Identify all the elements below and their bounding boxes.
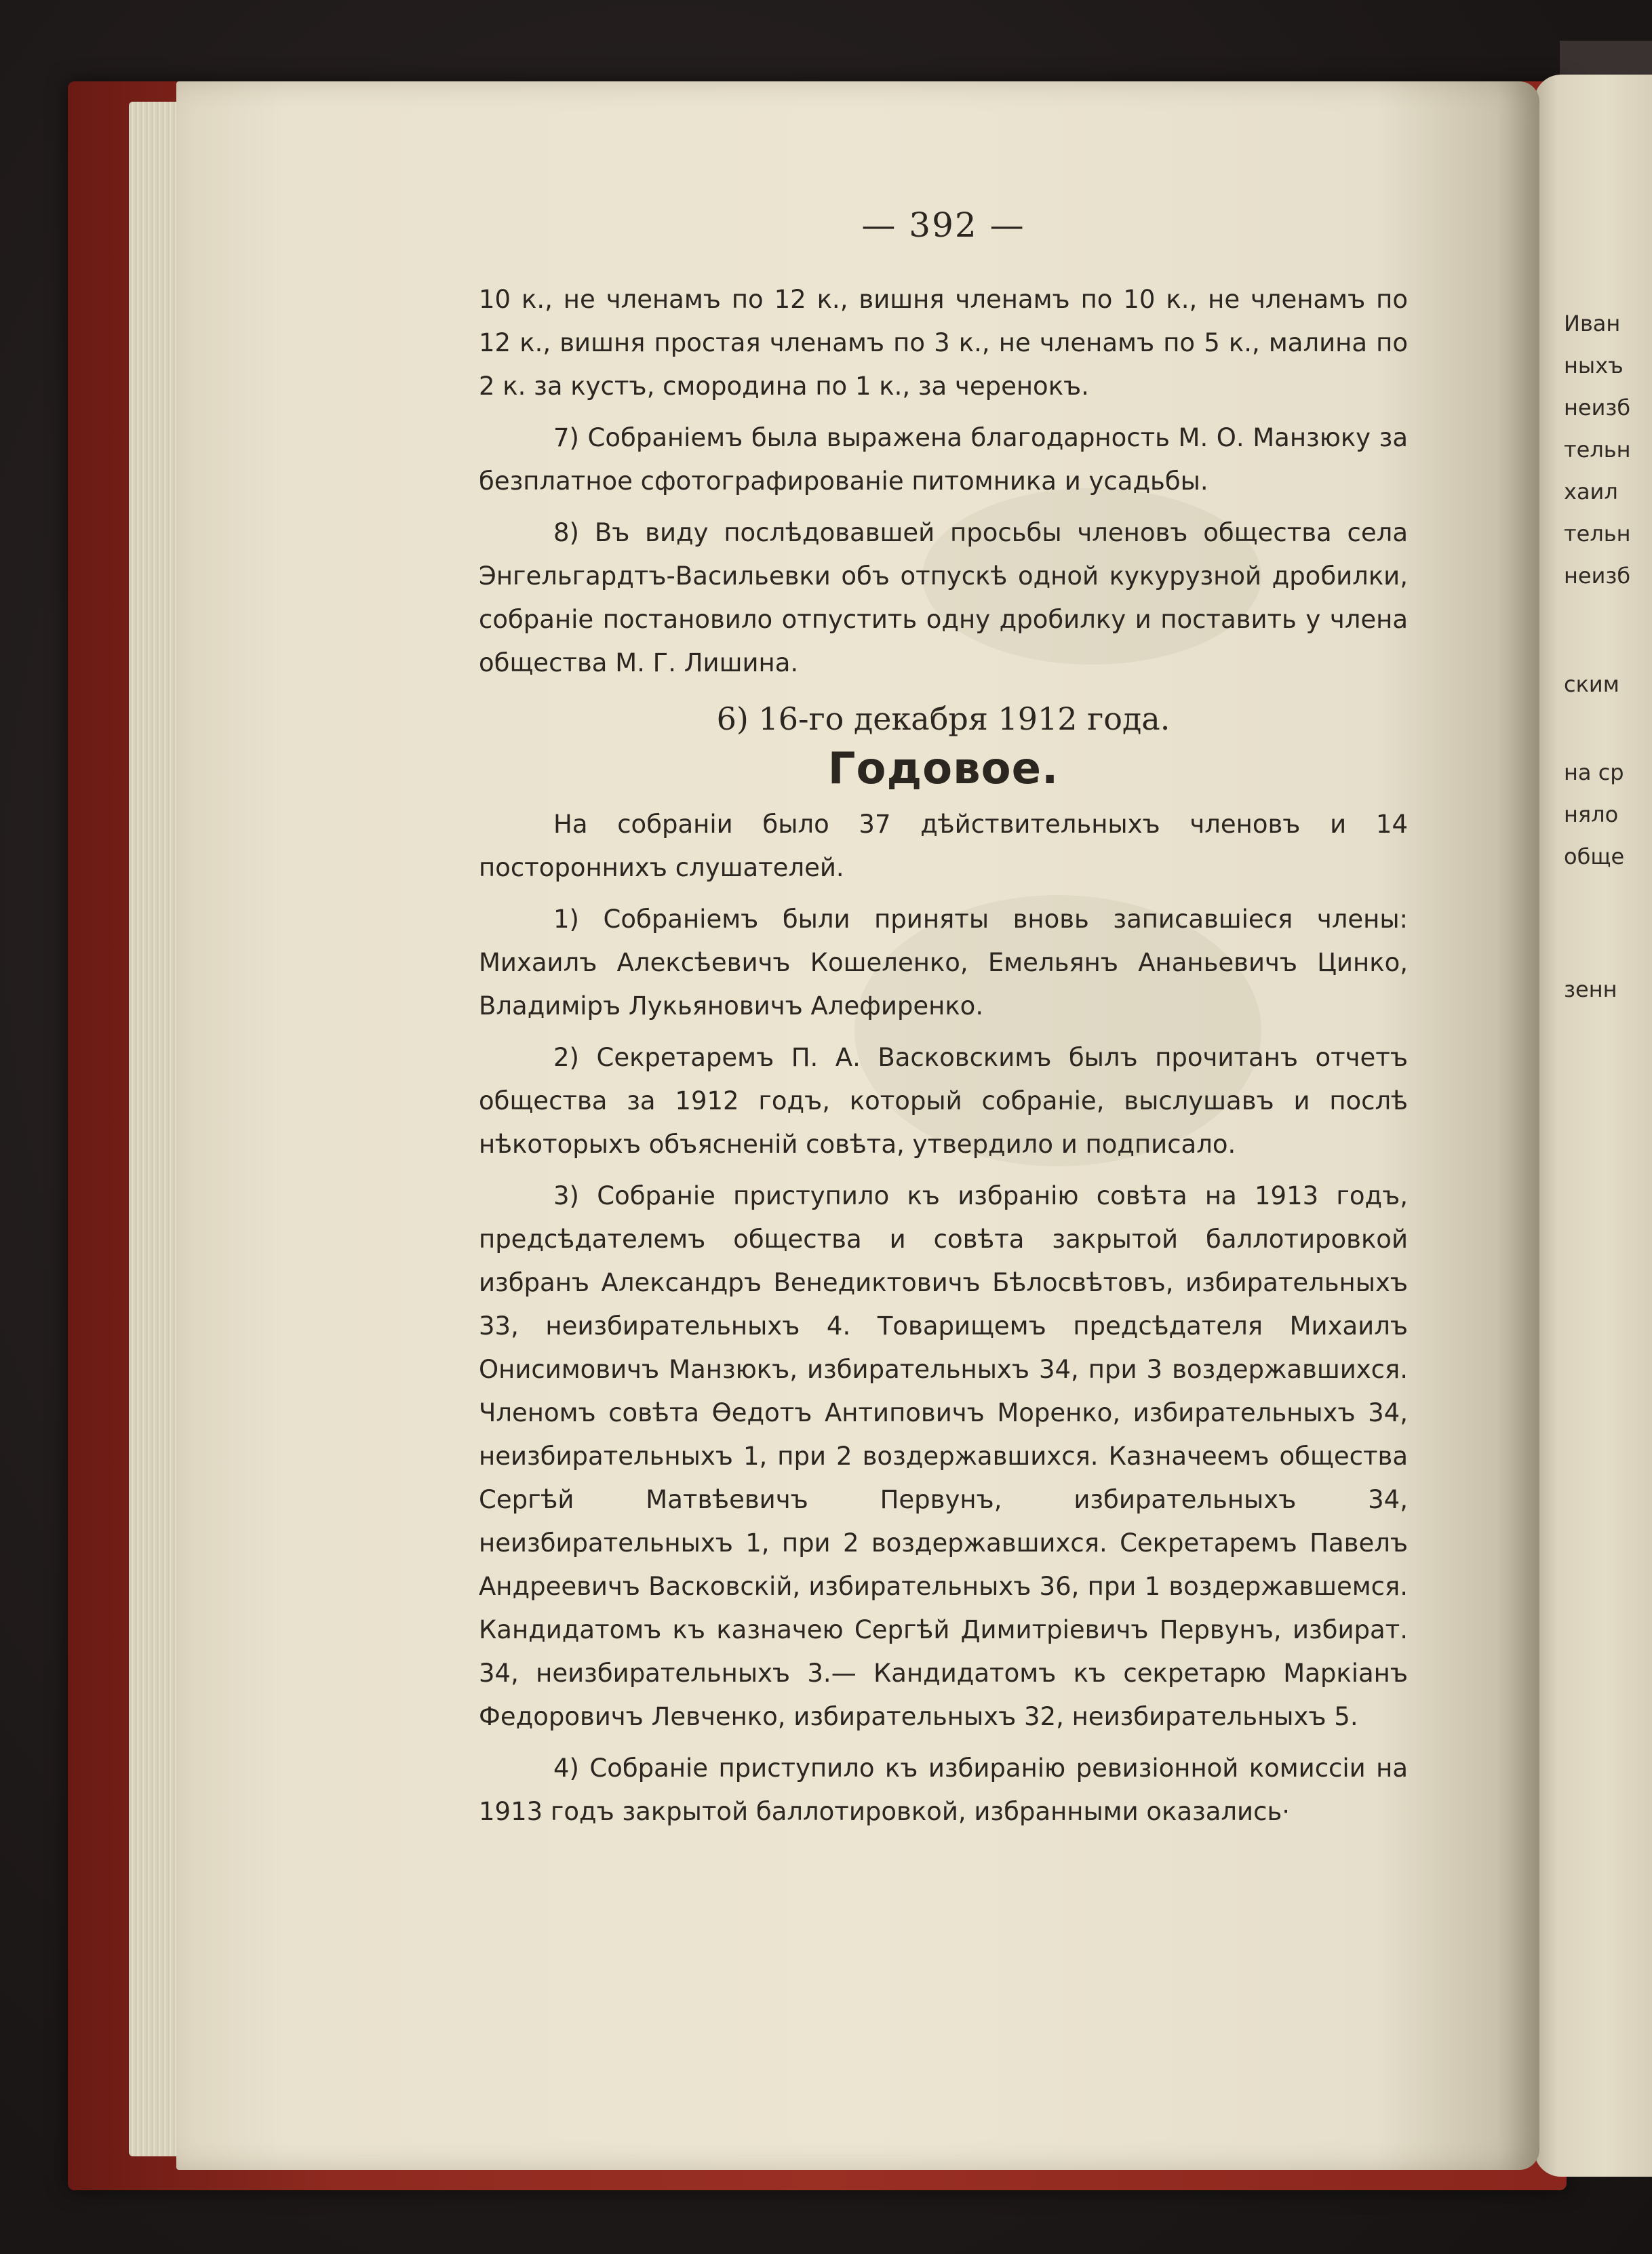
next-page-line: на ср <box>1564 759 1624 785</box>
paragraph: 3) Собраніе приступило къ избранію совѣта на 1913 годъ, предсѣдателемъ общества и совѣта закрытой баллотировкой избранъ Александръ Венедиктовичъ Бѣлосвѣтовъ, избирательныхъ 33, неизбирательныхъ 4. Товарищемъ предсѣдателя Михаилъ Онисимовичъ Манзюкъ, избирательныхъ 34, при 3 воздержавшихся. Членомъ совѣта Ѳедотъ Антиповичъ Моренко, избирательныхъ 34, неизбирательныхъ 1, при 2 воздержавшихся. Казначеемъ общества Сергѣй Матвѣевичъ Первунъ, избирательныхъ 34, неизбирательныхъ 1, при 2 воздержавшихся. Секретаремъ Павелъ Андреевичъ Васковскій, избирательныхъ 36, при 1 воздержавшемся. Кандидатомъ къ казначею Сергѣй Димитріевичъ Первунъ, избират. 34, неизбирательныхъ 3.— Кандидатомъ къ секретарю Маркіанъ Федоровичъ Левченко, избирательныхъ 32, неизбирательныхъ 5. <box>479 1181 1408 1731</box>
next-page-line: обще <box>1564 844 1625 869</box>
paragraph: 4) Собраніе приступило къ избиранію ревизіонной комиссіи на 1913 годъ закрытой баллотировкой, избранными оказались· <box>479 1754 1408 1826</box>
paragraph: 8) Въ виду послѣдовавшей просьбы членовъ общества села Энгельгардтъ-Васильевки объ отпускѣ одной кукурузной дробилки, собраніе постановило отпустить одну дробилку и поставить у члена общества М. Г. Лишина. <box>479 518 1408 677</box>
paragraph: 7) Собраніемъ была выражена благодарность М. О. Манзюку за безплатное сфотографированіе питомника и усадьбы. <box>479 423 1408 496</box>
next-page-line: неизб <box>1564 563 1631 589</box>
page-stack-edges <box>129 102 183 2156</box>
meeting-date-heading: 6) 16-го декабря 1912 года. <box>716 700 1171 737</box>
section-title: Годовое. <box>827 744 1059 794</box>
next-page-line: няло <box>1564 802 1619 827</box>
paragraph: 2) Секретаремъ П. А. Васковскимъ былъ прочитанъ отчетъ общества за 1912 годъ, который собраніе, выслушавъ и послѣ нѣкоторыхъ объясненій совѣта, утвердило и подписало. <box>479 1043 1408 1159</box>
page-text <box>479 203 1408 1842</box>
next-page-line: ныхъ <box>1564 353 1624 378</box>
next-page-line: ским <box>1564 671 1619 697</box>
next-page-line: неизб <box>1564 395 1631 420</box>
next-page-line: хаил <box>1564 479 1618 505</box>
paragraph: На собраніи было 37 дѣйствительныхъ членовъ и 14 постороннихъ слушателей. <box>479 810 1408 882</box>
page-number: — 392 — <box>861 205 1025 245</box>
next-page-line: тельн <box>1564 437 1631 462</box>
paragraph: 1) Собраніемъ были приняты вновь записавшіеся члены: Михаилъ Алексѣевичъ Кошеленко, Емельянъ Ананьевичъ Цинко, Владиміръ Лукьяновичъ Алефиренко. <box>479 905 1408 1021</box>
next-page-edge <box>1534 75 1652 2177</box>
paragraph: 10 к., не членамъ по 12 к., вишня членамъ по 10 к., не членамъ по 12 к., вишня простая членамъ по 3 к., не членамъ по 5 к., малина по 2 к. за кустъ, смородина по 1 к., за черенокъ. <box>479 285 1408 401</box>
next-page-line: зенн <box>1564 976 1617 1002</box>
next-page-line: тельн <box>1564 521 1631 547</box>
next-page-line: Иван <box>1564 311 1621 336</box>
